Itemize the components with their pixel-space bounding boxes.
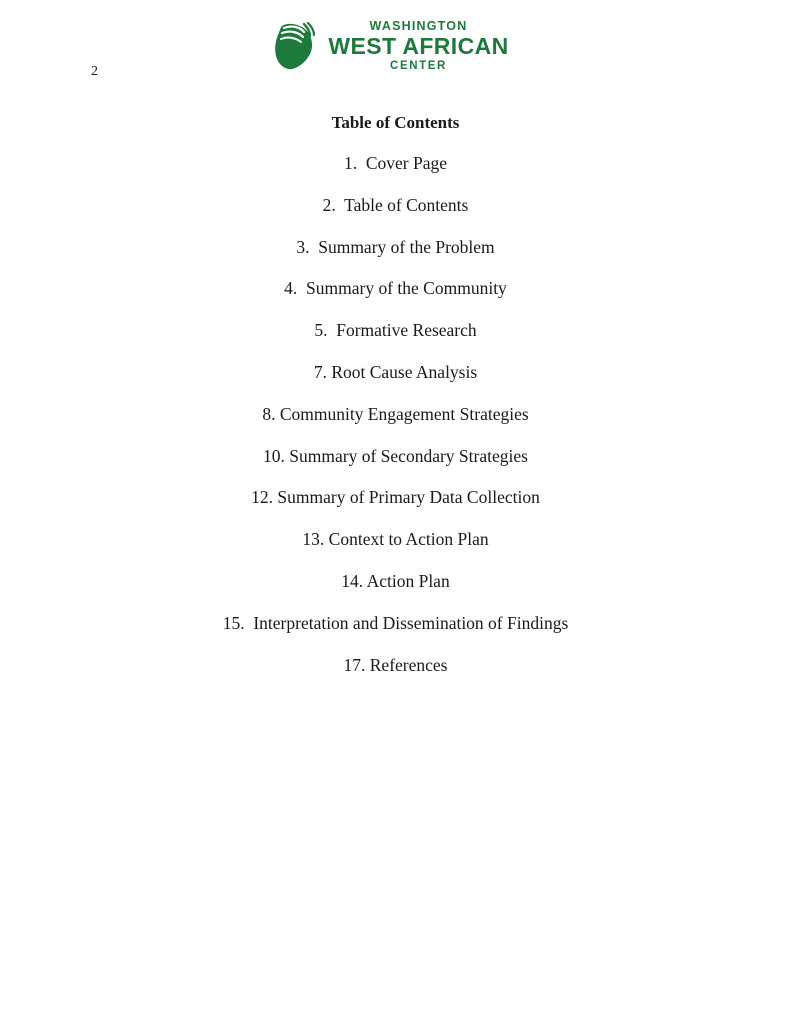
toc-entry: 14. Action Plan	[341, 570, 450, 591]
toc-entry: 4. Summary of the Community	[284, 278, 507, 299]
toc-entry: 2. Table of Contents	[322, 194, 469, 215]
toc-entry: 15. Interpretation and Dissemination of Findings	[222, 612, 569, 633]
toc-entry: 5. Formative Research	[314, 320, 477, 341]
page-number: 2	[91, 64, 98, 79]
logo-wordmark	[328, 20, 508, 71]
toc-entry: 17. References	[343, 654, 448, 675]
table-of-contents	[0, 155, 791, 698]
toc-entry: 10. Summary of Secondary Strategies	[263, 445, 528, 466]
toc-entry: 1. Cover Page	[343, 153, 448, 173]
toc-entry: 3. Summary of the Problem	[296, 236, 495, 257]
page-title: Table of Contents	[331, 113, 460, 132]
logo-line-1: WASHINGTON	[369, 19, 468, 34]
toc-entry: 7. Root Cause Analysis	[313, 361, 478, 382]
toc-entry: 12. Summary of Primary Data Collection	[251, 487, 540, 508]
africa-map-icon	[270, 20, 318, 72]
logo-line-2: WEST AFRICAN	[328, 33, 509, 60]
logo-line-3: CENTER	[390, 59, 447, 72]
organization-logo	[0, 20, 791, 72]
toc-entry: 13. Context to Action Plan	[302, 529, 489, 550]
toc-entry: 8. Community Engagement Strategies	[262, 403, 529, 424]
